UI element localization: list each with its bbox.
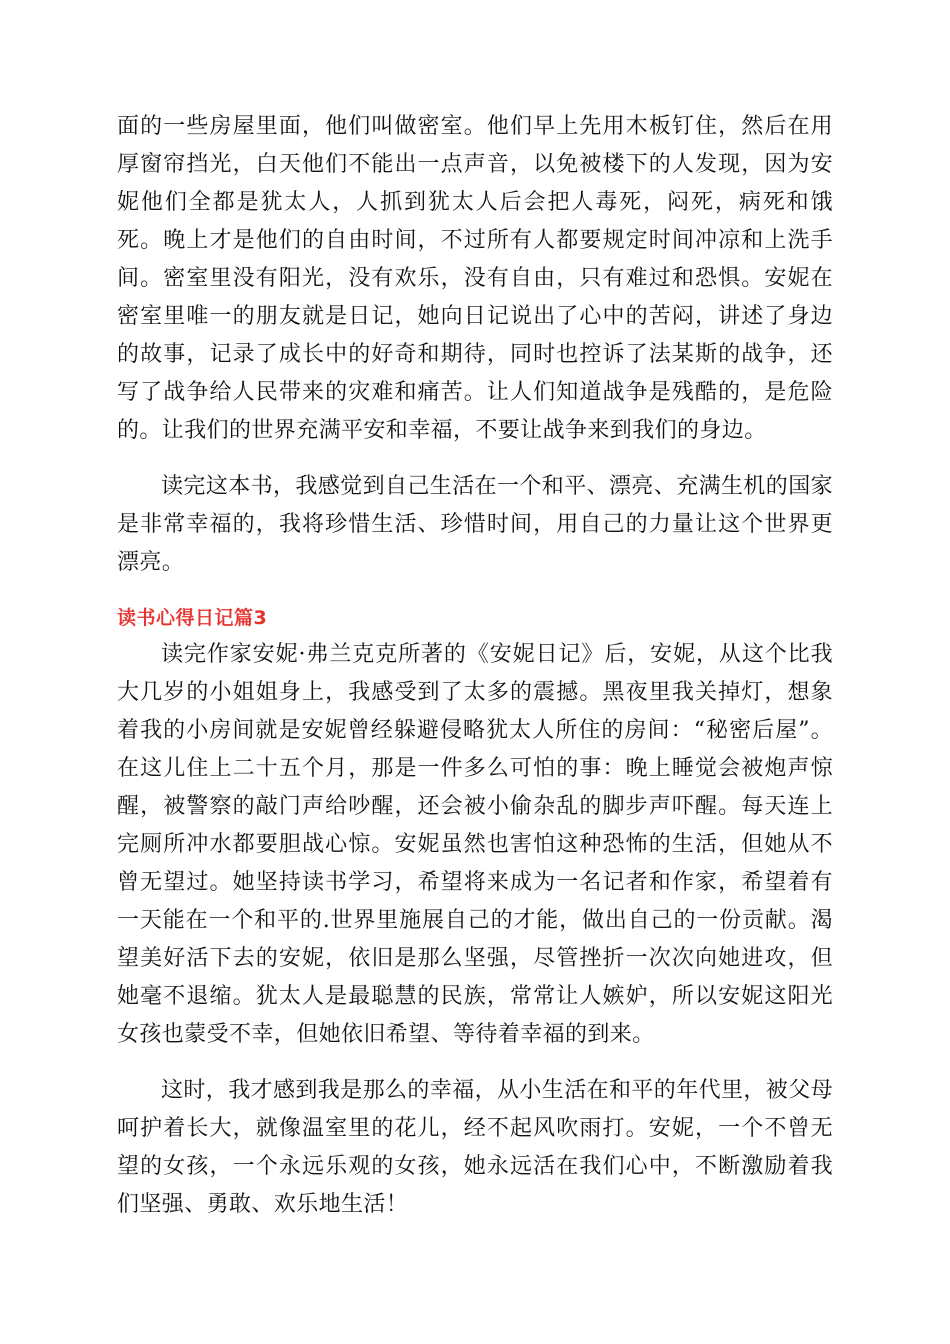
paragraph-spacer [117,582,833,600]
paragraph-spacer [117,1054,833,1072]
paragraph-continued: 面的一些房屋里面，他们叫做密室。他们早上先用木板钉住，然后在用厚窗帘挡光，白天他们不能出一点声音，以免被楼下的人发现，因为安妮他们全都是犹太人，人抓到犹太人后会把人毒死，闷死，病死和饿死。晚上才是他们的自由时间，不过所有人都要规定时间冲凉和上洗手间。密室里没有阳光，没有欢乐，没有自由，只有难过和恐惧。安妮在密室里唯一的朋友就是日记，她向日记说出了心中的苦闷，讲述了身边的故事，记录了成长中的好奇和期待，同时也控诉了法某斯的战争，还写了战争给人民带来的灾难和痛苦。让人们知道战争是残酷的，是危险的。让我们的世界充满平安和幸福，不要让战争来到我们的身边。 [117,114,833,443]
document-body [117,108,833,1224]
paragraph-spacer [117,450,833,468]
paragraph-review: 读完作家安妮·弗兰克克所著的《安妮日记》后，安妮，从这个比我大几岁的小姐姐身上，我感受到了太多的震撼。黑夜里我关掉灯，想象着我的小房间就是安妮曾经躲避侵略犹太人所住的房间：“秘密后屋”。在这儿住上二十五个月，那是一件多么可怕的事：晚上睡觉会被炮声惊醒，被警察的敲门声给吵醒，还会被小偷杂乱的脚步声吓醒。每天连上完厕所冲水都要胆战心惊。安妮虽然也害怕这种恐怖的生活，但她从不曾无望过。她坚持读书学习，希望将来成为一名记者和作家，希望着有一天能在一个和平的.世界里施展自己的才能，做出自己的一份贡献。渴望美好活下去的安妮，依旧是那么坚强，尽管挫折一次次向她进攻，但她毫不退缩。犹太人是最聪慧的民族，常常让人嫉妒，所以安妮这阳光女孩也蒙受不幸，但她依旧希望、等待着幸福的到来。 [117,642,833,1047]
paragraph-conclusion: 这时，我才感到我是那么的幸福，从小生活在和平的年代里，被父母呵护着长大，就像温室里的花儿，经不起风吹雨打。安妮，一个不曾无望的女孩，一个永远乐观的女孩，她永远活在我们心中，不断激励着我们坚强、勇敢、欢乐地生活！ [117,1078,834,1217]
section-heading: 读书心得日记篇3 [117,607,268,629]
paragraph-reflection: 读完这本书，我感觉到自己生活在一个和平、漂亮、充满生机的国家是非常幸福的，我将珍惜生活、珍惜时间，用自己的力量让这个世界更漂亮。 [117,474,834,575]
